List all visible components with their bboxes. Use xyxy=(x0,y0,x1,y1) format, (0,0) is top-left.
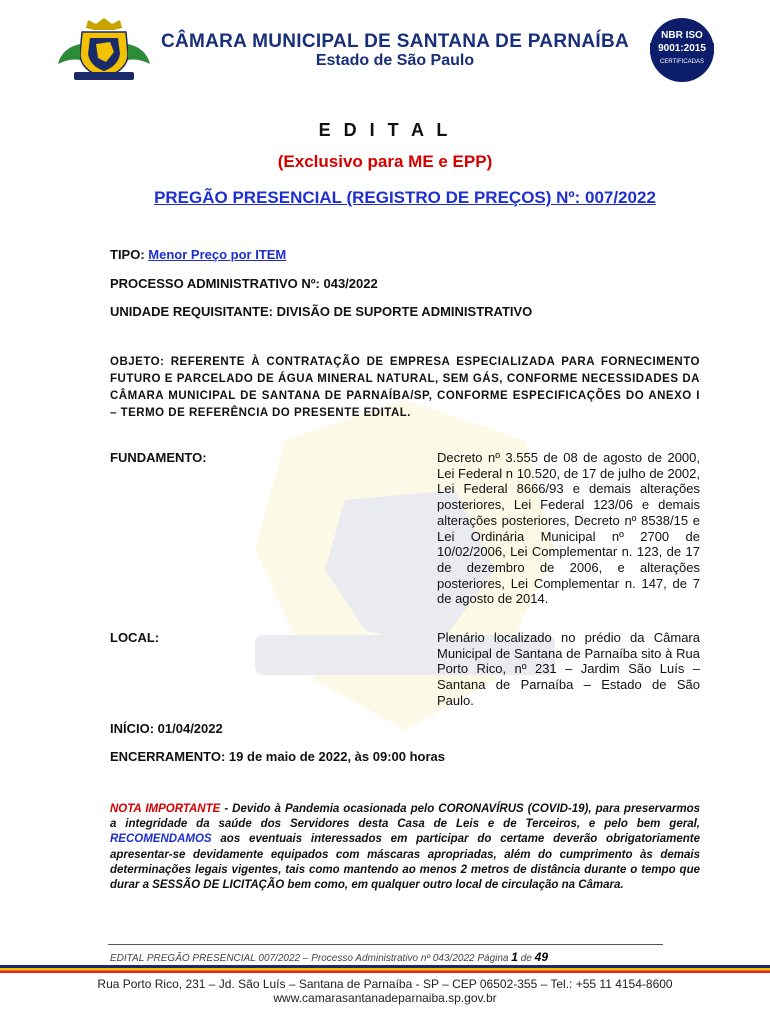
important-note xyxy=(110,802,700,893)
unidade-line: UNIDADE REQUISITANTE: DIVISÃO DE SUPORTE ADMINISTRATIVO xyxy=(110,304,533,319)
encerramento-line: ENCERRAMENTO: 19 de maio de 2022, às 09:00 horas xyxy=(110,749,445,764)
fundamento-label: FUNDAMENTO: xyxy=(110,450,207,465)
processo-line: PROCESSO ADMINISTRATIVO Nº: 043/2022 xyxy=(110,276,378,291)
footer-website-link[interactable]: www.camarasantanadeparnaiba.sp.gov.br xyxy=(273,991,497,1005)
footer-ref-text: EDITAL PREGÃO PRESENCIAL 007/2022 – Processo Administrativo nº 043/2022 Página xyxy=(110,953,512,964)
fundamento-text: Decreto nº 3.555 de 08 de agosto de 2000, Lei Federal n 10.520, de 17 de julho de 2002, Lei Federal 8666/93 e demais alterações posteriores, Lei Federal 123/06 e demais alterações posteriores, Decreto nº 8538/15 e Lei Ordinária Municipal nº 2700 de 10/02/2006, Lei Complementar n. 123, de 17 de dezembro de 2006, e alterações posteriores, Lei Complementar n. 147, de 7 de agosto de 2014. xyxy=(437,450,700,607)
municipal-crest-icon xyxy=(52,14,156,82)
institution-state: Estado de São Paulo xyxy=(315,52,475,69)
iso-seal-line-2: 9001:2015 xyxy=(650,43,714,54)
tipo-value: Menor Preço por ITEM xyxy=(148,247,287,262)
note-text-2: aos eventuais interessados em participar do certame deverão obrigatoriamente apresentar-se devidamente equipados com máscaras apropriadas, além do cumprimento às demais determinações legais vigentes, tais como mantendo ao menos 2 metros de distância durante o tempo que durar a SESSÃO DE LICITAÇÃO bem como, em qualquer outro local de circulação na Câmara. xyxy=(110,833,700,892)
footer-address: Rua Porto Rico, 231 – Jd. São Luís – Santana de Parnaíba - SP – CEP 06502-355 – Tel.: +55 11 4154-8600 xyxy=(97,977,673,991)
iso-seal-line-3: CERTIFICADAS xyxy=(660,59,704,65)
institution-name: CÂMARA MUNICIPAL DE SANTANA DE PARNAÍBA xyxy=(160,31,630,52)
objeto-paragraph: OBJETO: REFERENTE À CONTRATAÇÃO DE EMPRESA ESPECIALIZADA PARA FORNECIMENTO FUTURO E PARCELADO DE ÁGUA MINERAL NATURAL, SEM GÁS, CONFORME NECESSIDADES DA CÂMARA MUNICIPAL DE SANTANA DE PARNAÍBA/SP, CONFORME ESPECIFICAÇÕES DO ANEXO I – TERMO DE REFERÊNCIA DO PRESENTE EDITAL. xyxy=(110,356,700,419)
local-text: Plenário localizado no prédio da Câmara Municipal de Santana de Parnaíba sito à Rua Porto Rico, nº 231 – Jardim São Luís – Santana de Parnaíba – Estado de São Paulo. xyxy=(437,630,700,708)
inicio-line: INÍCIO: 01/04/2022 xyxy=(110,721,223,736)
footer-color-bars xyxy=(0,965,770,973)
page-current: 1 xyxy=(511,950,518,964)
iso-certification-seal xyxy=(650,18,714,82)
page-total: 49 xyxy=(534,950,549,964)
tipo-line xyxy=(110,247,286,262)
note-label: NOTA IMPORTANTE xyxy=(110,803,221,815)
letterhead xyxy=(0,0,770,100)
document-title: E D I T A L xyxy=(318,120,452,140)
page-of: de xyxy=(517,953,535,964)
tipo-label: TIPO: xyxy=(110,247,145,262)
note-text-1: - Devido à Pandemia ocasionada pelo CORONAVÍRUS (COVID-19), para preservarmos a integridade da saúde dos Servidores desta Casa de Leis e de Terceiros, e pelo bem geral, xyxy=(110,803,700,831)
iso-seal-line-1: NBR ISO xyxy=(661,30,703,41)
footer-divider xyxy=(108,944,663,945)
exclusivity-note: (Exclusivo para ME e EPP) xyxy=(277,152,493,171)
footer-doc-reference xyxy=(110,950,548,964)
pregao-heading: PREGÃO PRESENCIAL (REGISTRO DE PREÇOS) Nº: 007/2022 xyxy=(154,188,656,207)
note-recommend: RECOMENDAMOS xyxy=(110,833,212,846)
local-label: LOCAL: xyxy=(110,630,160,645)
